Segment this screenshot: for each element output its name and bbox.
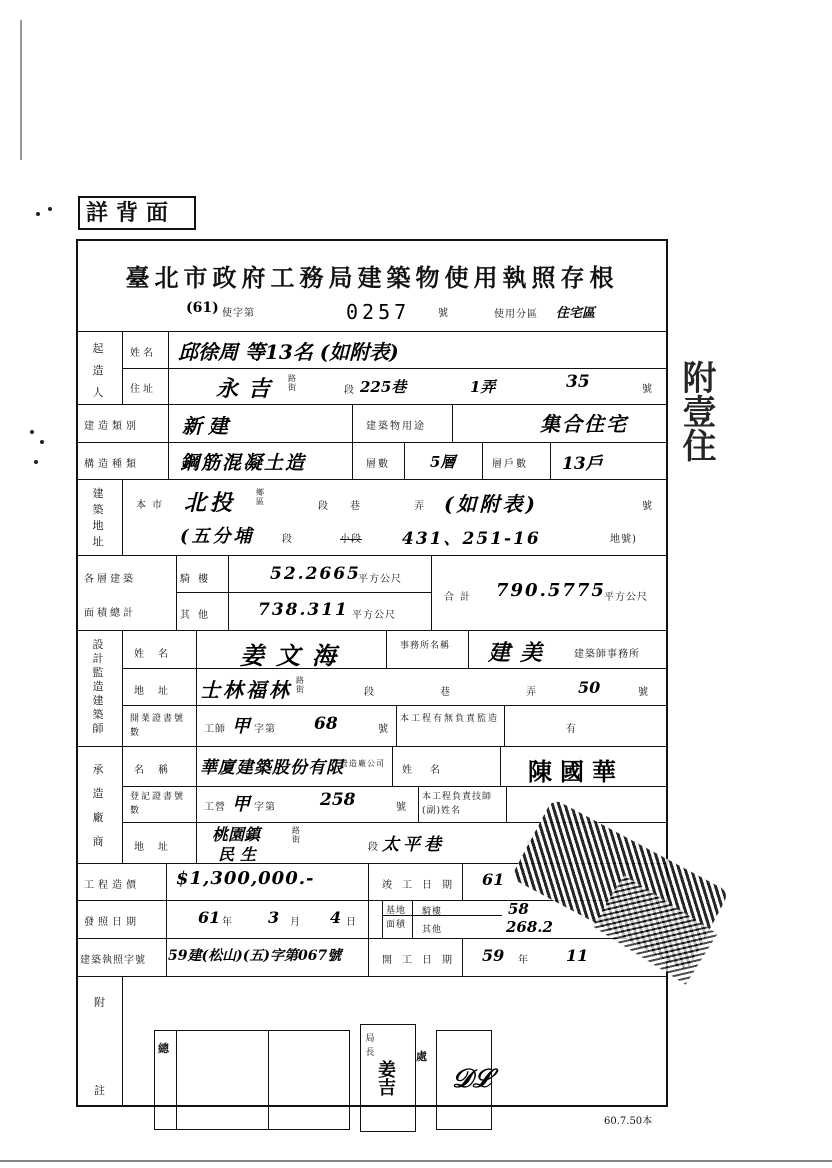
permit-year: (61) xyxy=(186,300,219,316)
construction-permit-value: 59建(松山)(五)字第067號 xyxy=(168,948,342,964)
units-label: 層戶數 xyxy=(492,459,528,470)
col-line xyxy=(504,705,505,746)
col-line xyxy=(412,900,413,938)
area-other-unit: 平方公尺 xyxy=(352,610,396,621)
col-line xyxy=(550,442,551,479)
contractor-cert-label: 登記證書號數 xyxy=(130,792,186,816)
applicant-addr-road: 永吉 xyxy=(216,376,281,402)
col-line xyxy=(196,630,197,746)
site-district: 北投 xyxy=(184,490,237,516)
contractor-name-value: 華廈建築股份有限 xyxy=(200,758,344,778)
contractor-name-suffix: 營造廠公司 xyxy=(340,759,385,768)
applicant-name-label: 姓名 xyxy=(130,348,156,359)
designer-cert-prefix: 工師 xyxy=(204,724,226,735)
complete-value: 61 xyxy=(482,870,505,889)
contractor-addr-label: 地址 xyxy=(134,842,182,853)
cost-label: 工程造價 xyxy=(84,880,140,891)
contractor-person-label: 姓名 xyxy=(402,765,458,776)
designer-cert-grade: 甲 xyxy=(232,716,250,737)
floors-label: 層數 xyxy=(366,459,390,470)
floors-value: 5層 xyxy=(430,453,456,471)
col-line xyxy=(368,863,369,976)
designer-cert-mid: 字第 xyxy=(254,724,276,735)
designer-addr-label: 地址 xyxy=(134,686,182,697)
contractor-cert-no: 258 xyxy=(320,790,356,810)
base-other-label: 其他 xyxy=(422,925,443,935)
scan-edge-left xyxy=(20,20,22,160)
start-year: 59 xyxy=(482,946,505,965)
col-line xyxy=(122,976,123,1107)
remarks-label-bottom: 註 xyxy=(94,1084,109,1097)
area-total-value: 790.5775 xyxy=(496,580,606,601)
applicant-name-value: 邱徐周 等13名 (如附表) xyxy=(178,340,399,364)
col-line xyxy=(500,746,501,786)
col-line xyxy=(352,442,353,479)
stamp-director-name: 姜吉 xyxy=(375,1060,396,1096)
zone-value: 住宅區 xyxy=(556,306,596,321)
area-other-value: 738.311 xyxy=(258,600,349,620)
area-floor-value: 52.2665 xyxy=(270,564,361,584)
site-district-unit: 鄉區 xyxy=(256,488,264,506)
cost-value: $1,300,000.- xyxy=(176,868,315,889)
permit-prefix: 使字第 xyxy=(222,308,255,319)
contractor-cert-prefix: 工營 xyxy=(204,802,226,813)
designer-office-label: 事務所名稱 xyxy=(400,641,451,651)
area-label-1: 各層建築 xyxy=(84,574,136,585)
site-lot-section: (五分埔 xyxy=(180,526,255,547)
contractor-section-label: 承造廠商 xyxy=(92,763,104,848)
issue-label: 發照日期 xyxy=(84,917,140,928)
site-no-label: 號 xyxy=(642,501,653,512)
usage-label: 建築物用途 xyxy=(366,421,426,432)
bottom-edge xyxy=(0,1160,832,1162)
contractor-cert-mid: 字第 xyxy=(254,802,276,813)
base-other-value: 268.2 xyxy=(506,918,553,936)
designer-addr-value: 士林福林 xyxy=(200,678,292,702)
col-line xyxy=(404,442,405,479)
applicant-addr-no: 35 xyxy=(566,372,590,392)
designer-cert-no: 68 xyxy=(314,714,338,734)
stamp-general-label: 總 xyxy=(158,1042,173,1055)
footer-code: 60.7.50本 xyxy=(604,1116,653,1127)
designer-cert-label: 開業證書號數 xyxy=(130,714,186,738)
col-line xyxy=(196,746,197,863)
row-line xyxy=(76,442,668,443)
issue-day: 4 xyxy=(330,908,342,927)
base-arcade-value: 58 xyxy=(508,900,529,918)
col-line xyxy=(228,555,229,630)
designer-office-value: 建美 xyxy=(488,640,553,666)
row-line xyxy=(76,331,668,332)
adjacent-page-fragment: 附壹住 xyxy=(676,360,716,462)
site-road-label: 段 xyxy=(318,501,329,512)
col-line xyxy=(482,442,483,479)
designer-resp-label: 本工程有無負責監造 xyxy=(400,714,500,724)
area-total-label: 合計 xyxy=(444,592,476,603)
issue-year: 61 xyxy=(198,908,221,927)
construction-permit-label: 建築執照字號 xyxy=(80,955,146,966)
col-line xyxy=(462,938,463,976)
row-line xyxy=(76,630,668,631)
col-line xyxy=(122,479,123,555)
col-line xyxy=(452,404,453,442)
stamp-director-label: 局長 xyxy=(365,1034,375,1058)
contractor-cert-suffix: 號 xyxy=(396,802,407,813)
designer-cert-suffix: 號 xyxy=(378,724,389,735)
designer-name-value: 姜文海 xyxy=(240,641,348,670)
structure-value: 鋼筋混凝土造 xyxy=(180,452,307,474)
contractor-addr-value2: 民生 xyxy=(218,845,263,864)
designer-resp-value: 有 xyxy=(566,724,606,735)
site-lot-section-label: 段 xyxy=(282,534,293,545)
col-line xyxy=(392,746,393,786)
row-line xyxy=(122,368,668,369)
applicant-addr-road-unit: 路街 xyxy=(288,374,296,392)
issue-year-label: 年 xyxy=(222,917,233,928)
designer-addr-section: 段 xyxy=(364,687,375,698)
scan-speck xyxy=(48,207,52,211)
site-lane-value: (如附表) xyxy=(444,492,538,516)
category-value: 新建 xyxy=(182,414,234,438)
start-year-label: 年 xyxy=(518,955,529,966)
designer-addr-unit: 路街 xyxy=(296,676,304,694)
site-section-label: 建築地址 xyxy=(92,487,104,548)
col-line xyxy=(122,746,123,863)
base-area-label: 基地面積 xyxy=(386,906,407,930)
area-other-label: 其他 xyxy=(180,610,216,621)
zone-label: 使用分區 xyxy=(494,309,538,320)
site-city-label: 本市 xyxy=(136,500,168,511)
form-title: 臺北市政府工務局建築物使用執照存根 xyxy=(125,263,619,292)
applicant-addr-alley: 1弄 xyxy=(470,378,496,396)
permit-number: 0257 xyxy=(346,300,411,324)
designer-section-label: 設計監造建築師 xyxy=(92,638,104,735)
site-lane-label: 巷 xyxy=(350,501,361,512)
start-label: 開工日期 xyxy=(382,955,462,966)
col-line xyxy=(418,786,419,822)
permit-suffix: 號 xyxy=(438,308,449,319)
detail-back-tag: 詳背面 xyxy=(78,196,196,230)
col-line xyxy=(396,705,397,746)
designer-addr-lane: 巷 xyxy=(440,687,451,698)
area-label-2: 面積總計 xyxy=(84,608,136,619)
handwritten-signature: 𝒟ℒ xyxy=(452,1064,492,1094)
col-line xyxy=(176,555,177,630)
contractor-addr-unit: 路街 xyxy=(292,826,300,844)
row-line xyxy=(76,555,668,556)
applicant-section-label: 起造人 xyxy=(92,342,104,399)
stamp-divider xyxy=(268,1030,269,1130)
applicant-addr-no-label: 號 xyxy=(642,384,653,395)
issue-month: 3 xyxy=(268,908,280,927)
row-line xyxy=(76,976,668,977)
applicant-addr-lane: 225巷 xyxy=(360,378,407,396)
col-line xyxy=(168,331,169,404)
contractor-eng-label: 本工程負責技師(副)姓名 xyxy=(422,792,493,816)
col-line xyxy=(122,630,123,746)
stamp-office-label: 處 xyxy=(416,1050,431,1063)
scan-speck xyxy=(30,430,34,434)
start-month: 11 xyxy=(566,946,589,965)
stamp-divider xyxy=(176,1030,177,1130)
site-lot-number: 431、251-16 xyxy=(402,529,541,549)
issue-month-label: 月 xyxy=(290,917,301,928)
col-line xyxy=(386,630,387,668)
approval-stamp-general xyxy=(154,1030,350,1130)
row-line xyxy=(76,938,668,939)
area-floor-unit: 平方公尺 xyxy=(358,574,402,585)
row-line xyxy=(76,479,668,480)
remarks-label-top: 附 xyxy=(94,996,109,1009)
structure-label: 構造種類 xyxy=(84,459,140,470)
area-floor-label: 騎樓 xyxy=(180,574,216,585)
site-lot-label: 地號) xyxy=(610,534,637,545)
row-line xyxy=(122,705,668,706)
designer-addr-no-label: 號 xyxy=(638,687,649,698)
row-line xyxy=(176,592,431,593)
col-line xyxy=(382,900,383,938)
row-line xyxy=(122,668,668,669)
col-line xyxy=(431,555,432,630)
col-line xyxy=(168,404,169,479)
col-line xyxy=(122,331,123,404)
applicant-addr-label: 住址 xyxy=(130,384,156,395)
col-line xyxy=(166,863,167,976)
designer-addr-alley: 弄 xyxy=(526,687,537,698)
designer-addr-no: 50 xyxy=(578,678,601,697)
row-line xyxy=(76,746,668,747)
area-total-unit: 平方公尺 xyxy=(604,592,648,603)
contractor-name-label: 名稱 xyxy=(134,765,182,776)
category-label: 建造類別 xyxy=(84,421,140,432)
scan-speck xyxy=(36,212,40,216)
contractor-addr-lane: 太平巷 xyxy=(382,835,445,855)
site-alley-label: 弄 xyxy=(414,501,425,512)
row-line xyxy=(76,404,668,405)
base-arcade-label: 騎樓 xyxy=(422,907,443,917)
contractor-addr-value: 桃園鎮 xyxy=(212,825,261,844)
col-line xyxy=(462,863,463,900)
units-value: 13戶 xyxy=(562,454,603,474)
scan-speck xyxy=(40,440,44,444)
issue-day-label: 日 xyxy=(346,917,357,928)
site-lot-subsection: 小段 xyxy=(340,534,362,545)
complete-label: 竣工日期 xyxy=(382,880,462,891)
designer-office-suffix: 建築師事務所 xyxy=(574,649,640,660)
usage-value: 集合住宅 xyxy=(540,412,628,436)
designer-name-label: 姓名 xyxy=(134,649,182,660)
col-line xyxy=(468,630,469,668)
applicant-addr-lane-label: 段 xyxy=(344,385,355,396)
col-line xyxy=(506,786,507,822)
contractor-addr-section: 段 xyxy=(368,842,379,853)
contractor-person-value: 陳國華 xyxy=(528,757,624,786)
contractor-cert-grade: 甲 xyxy=(232,794,250,815)
scan-speck xyxy=(34,460,38,464)
col-line xyxy=(352,404,353,442)
